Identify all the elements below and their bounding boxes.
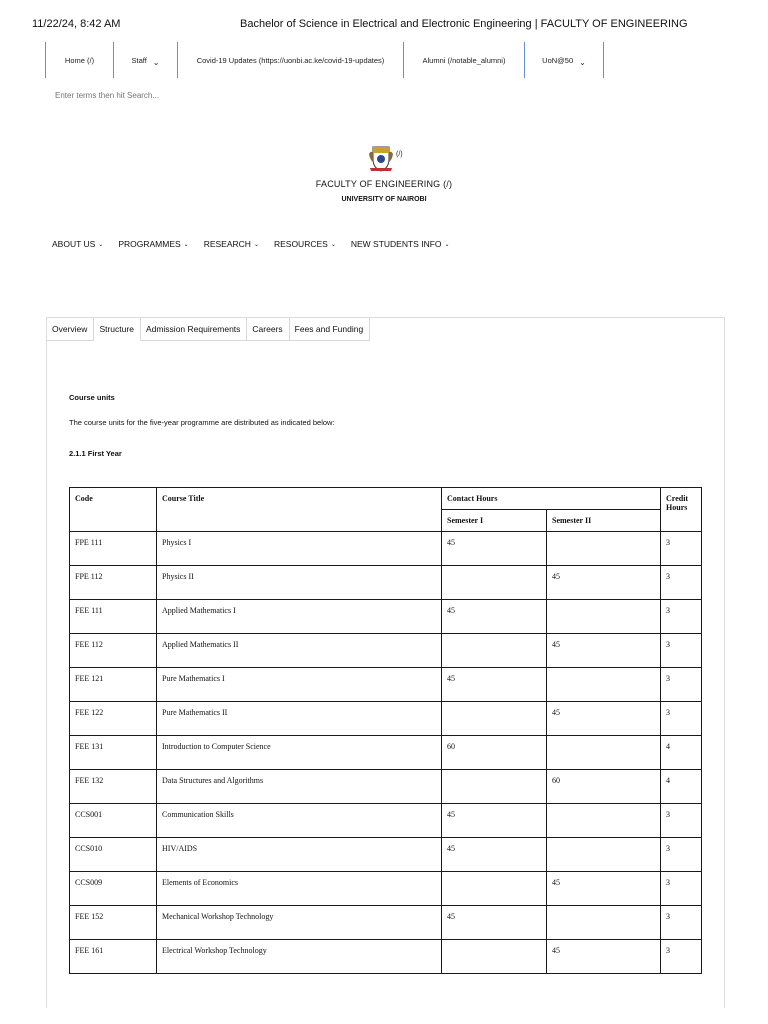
main-nav-resources[interactable] (274, 239, 336, 249)
header-course-title: Course Title (157, 488, 442, 532)
table-row (70, 566, 702, 600)
tab-structure[interactable]: Structure (94, 318, 141, 341)
faculty-title-link[interactable]: FACULTY OF ENGINEERING (/) (315, 179, 453, 189)
cell-sem1 (442, 702, 547, 736)
table-row (70, 736, 702, 770)
cell-credit: 3 (661, 804, 702, 838)
cell-credit: 3 (661, 566, 702, 600)
cell-credit: 4 (661, 736, 702, 770)
cell-title: Data Structures and Algorithms (157, 770, 442, 804)
print-header (32, 18, 736, 34)
table-row (70, 872, 702, 906)
cell-code: FEE 112 (70, 634, 157, 668)
table-row (70, 804, 702, 838)
programme-content-panel (46, 317, 725, 1008)
cell-code: FEE 121 (70, 668, 157, 702)
cell-code: FEE 132 (70, 770, 157, 804)
chevron-down-icon: ⌄ (98, 242, 104, 248)
top-nav-covid-label: Covid-19 Updates (https://uonbi.ac.ke/covid-19-updates) (196, 55, 385, 65)
main-nav-label: NEW STUDENTS INFO (350, 239, 442, 249)
table-row (70, 634, 702, 668)
cell-credit: 3 (661, 668, 702, 702)
cell-credit: 3 (661, 634, 702, 668)
cell-sem2 (547, 668, 661, 702)
cell-title: Physics I (157, 532, 442, 566)
cell-sem2 (547, 906, 661, 940)
cell-title: Electrical Workshop Technology (157, 940, 442, 974)
cell-credit: 3 (661, 838, 702, 872)
cell-sem2 (547, 736, 661, 770)
top-nav-home-label: Home (/) (64, 55, 95, 65)
top-nav-alumni[interactable] (403, 42, 524, 78)
header-semester-2: Semester II (547, 510, 661, 532)
header-contact-hours: Contact Hours (442, 488, 661, 510)
cell-sem1: 60 (442, 736, 547, 770)
tab-careers[interactable]: Careers (247, 318, 289, 341)
cell-sem1 (442, 566, 547, 600)
cell-code: FEE 131 (70, 736, 157, 770)
cell-title: Pure Mathematics II (157, 702, 442, 736)
print-date: 11/22/24, 8:42 AM (32, 18, 121, 30)
cell-sem1: 45 (442, 532, 547, 566)
main-nav-label: RESEARCH (203, 239, 251, 249)
cell-sem2 (547, 838, 661, 872)
university-name: UNIVERSITY OF NAIROBI (341, 196, 427, 203)
cell-title: Elements of Economics (157, 872, 442, 906)
course-units-table (69, 487, 702, 974)
cell-credit: 3 (661, 906, 702, 940)
cell-title: Applied Mathematics II (157, 634, 442, 668)
cell-code: FEE 152 (70, 906, 157, 940)
cell-title: Applied Mathematics I (157, 600, 442, 634)
cell-title: Mechanical Workshop Technology (157, 906, 442, 940)
chevron-down-icon: ⌄ (152, 57, 160, 67)
cell-sem1 (442, 872, 547, 906)
header-code: Code (70, 488, 157, 532)
top-nav-staff-label: Staff (131, 55, 147, 65)
top-nav-uon50-label: UoN@50 (542, 55, 574, 65)
cell-sem2 (547, 804, 661, 838)
section-intro-text: The course units for the five-year programme are distributed as indicated below: (69, 418, 335, 427)
crest-icon (368, 144, 394, 172)
table-row (70, 702, 702, 736)
cell-sem2: 45 (547, 566, 661, 600)
main-nav-research[interactable] (204, 239, 259, 249)
cell-code: CCS009 (70, 872, 157, 906)
top-nav-home[interactable] (45, 42, 113, 78)
main-nav (52, 239, 465, 249)
main-nav-programmes[interactable] (118, 239, 188, 249)
cell-sem1: 45 (442, 804, 547, 838)
table-row (70, 838, 702, 872)
cell-title: HIV/AIDS (157, 838, 442, 872)
top-nav-covid[interactable] (177, 42, 403, 78)
cell-credit: 3 (661, 702, 702, 736)
cell-code: FEE 161 (70, 940, 157, 974)
chevron-down-icon: ⌄ (579, 57, 586, 67)
main-nav-label: PROGRAMMES (118, 239, 181, 249)
cell-sem2: 45 (547, 634, 661, 668)
header-semester-1: Semester I (442, 510, 547, 532)
main-nav-label: ABOUT US (52, 239, 96, 249)
cell-credit: 4 (661, 770, 702, 804)
tab-admission-requirements[interactable]: Admission Requirements (141, 318, 247, 341)
top-nav (45, 42, 604, 78)
logo-link-text[interactable]: (/) (396, 151, 403, 158)
cell-sem2: 45 (547, 940, 661, 974)
top-nav-uon50[interactable] (524, 42, 604, 78)
cell-sem2: 45 (547, 872, 661, 906)
cell-sem2: 45 (547, 702, 661, 736)
cell-credit: 3 (661, 940, 702, 974)
tab-fees-and-funding[interactable]: Fees and Funding (290, 318, 371, 341)
cell-code: FEE 111 (70, 600, 157, 634)
table-row (70, 940, 702, 974)
table-row (70, 600, 702, 634)
table-row (70, 770, 702, 804)
cell-sem2 (547, 600, 661, 634)
cell-code: CCS001 (70, 804, 157, 838)
header-credit-hours: Credit Hours (661, 488, 702, 532)
cell-code: FPE 111 (70, 532, 157, 566)
programme-tabs (47, 318, 370, 340)
university-crest-logo[interactable] (368, 144, 394, 177)
chevron-down-icon: ⌄ (183, 242, 189, 248)
cell-sem1: 45 (442, 906, 547, 940)
search-input[interactable] (55, 91, 255, 100)
top-nav-staff[interactable] (113, 42, 177, 78)
table-row (70, 906, 702, 940)
cell-sem2 (547, 532, 661, 566)
cell-sem1: 45 (442, 600, 547, 634)
main-nav-about-us[interactable] (52, 239, 103, 249)
chevron-down-icon: ⌄ (253, 242, 259, 248)
year-heading: 2.1.1 First Year (69, 449, 122, 458)
tab-overview[interactable]: Overview (47, 318, 94, 341)
main-nav-label: RESOURCES (273, 239, 328, 249)
cell-title: Pure Mathematics I (157, 668, 442, 702)
cell-credit: 3 (661, 872, 702, 906)
table-header-row (70, 488, 702, 510)
cell-sem1: 45 (442, 668, 547, 702)
table-row (70, 532, 702, 566)
cell-title: Communication Skills (157, 804, 442, 838)
top-nav-alumni-label: Alumni (/notable_alumni) (422, 55, 506, 65)
cell-title: Physics II (157, 566, 442, 600)
cell-sem2: 60 (547, 770, 661, 804)
chevron-down-icon: ⌄ (444, 242, 450, 248)
section-heading: Course units (69, 393, 115, 402)
cell-credit: 3 (661, 532, 702, 566)
main-nav-new-students-info[interactable] (351, 239, 450, 249)
print-document-title: Bachelor of Science in Electrical and Electronic Engineering | FACULTY OF ENGINEERING (240, 18, 688, 30)
cell-code: FEE 122 (70, 702, 157, 736)
table-row (70, 668, 702, 702)
cell-sem1 (442, 770, 547, 804)
cell-sem1 (442, 940, 547, 974)
cell-title: Introduction to Computer Science (157, 736, 442, 770)
cell-sem1: 45 (442, 838, 547, 872)
cell-code: FPE 112 (70, 566, 157, 600)
cell-credit: 3 (661, 600, 702, 634)
chevron-down-icon: ⌄ (330, 242, 336, 248)
cell-sem1 (442, 634, 547, 668)
cell-code: CCS010 (70, 838, 157, 872)
